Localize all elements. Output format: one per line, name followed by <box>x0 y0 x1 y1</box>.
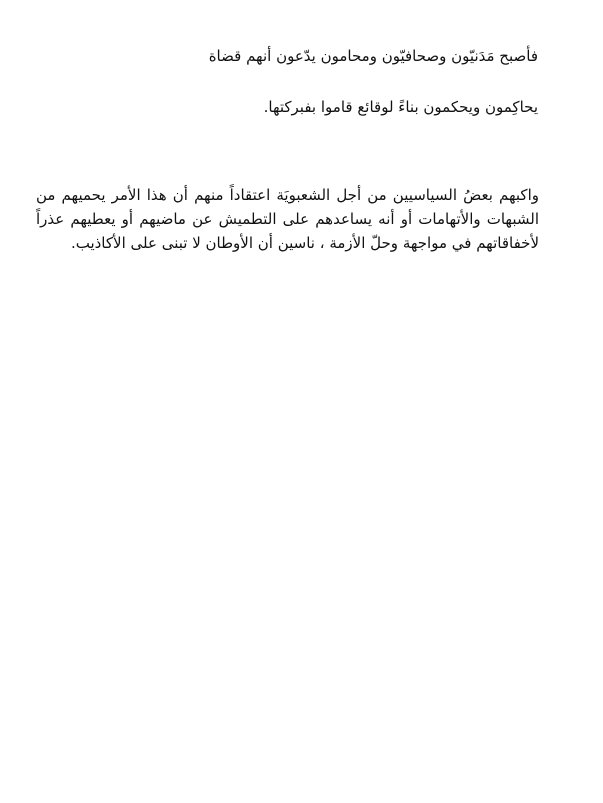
text-line-1: فأصبح مَدَنيّون وصحافيّون ومحامون يدّعون أنهم قضاة <box>208 47 538 65</box>
text-line-2: يحاكِمون ويحكمون بناءً لوقائع قاموا بفبركتها. <box>263 98 538 116</box>
body-paragraph: واكبهم بعضُ السياسيين من أجل الشعبويَة اعتقاداً منهم أن هذا الأمر يحميهم من الشبهات والأتهامات أو أنه يساعدهم على التطميش عن ماضيهم أو يعطيهم عذراً لأخفاقاتهم في مواجهة وحلّ الأزمة ، ناسين أن الأوطان لا تبنى على الأكاذيب. <box>36 186 539 252</box>
